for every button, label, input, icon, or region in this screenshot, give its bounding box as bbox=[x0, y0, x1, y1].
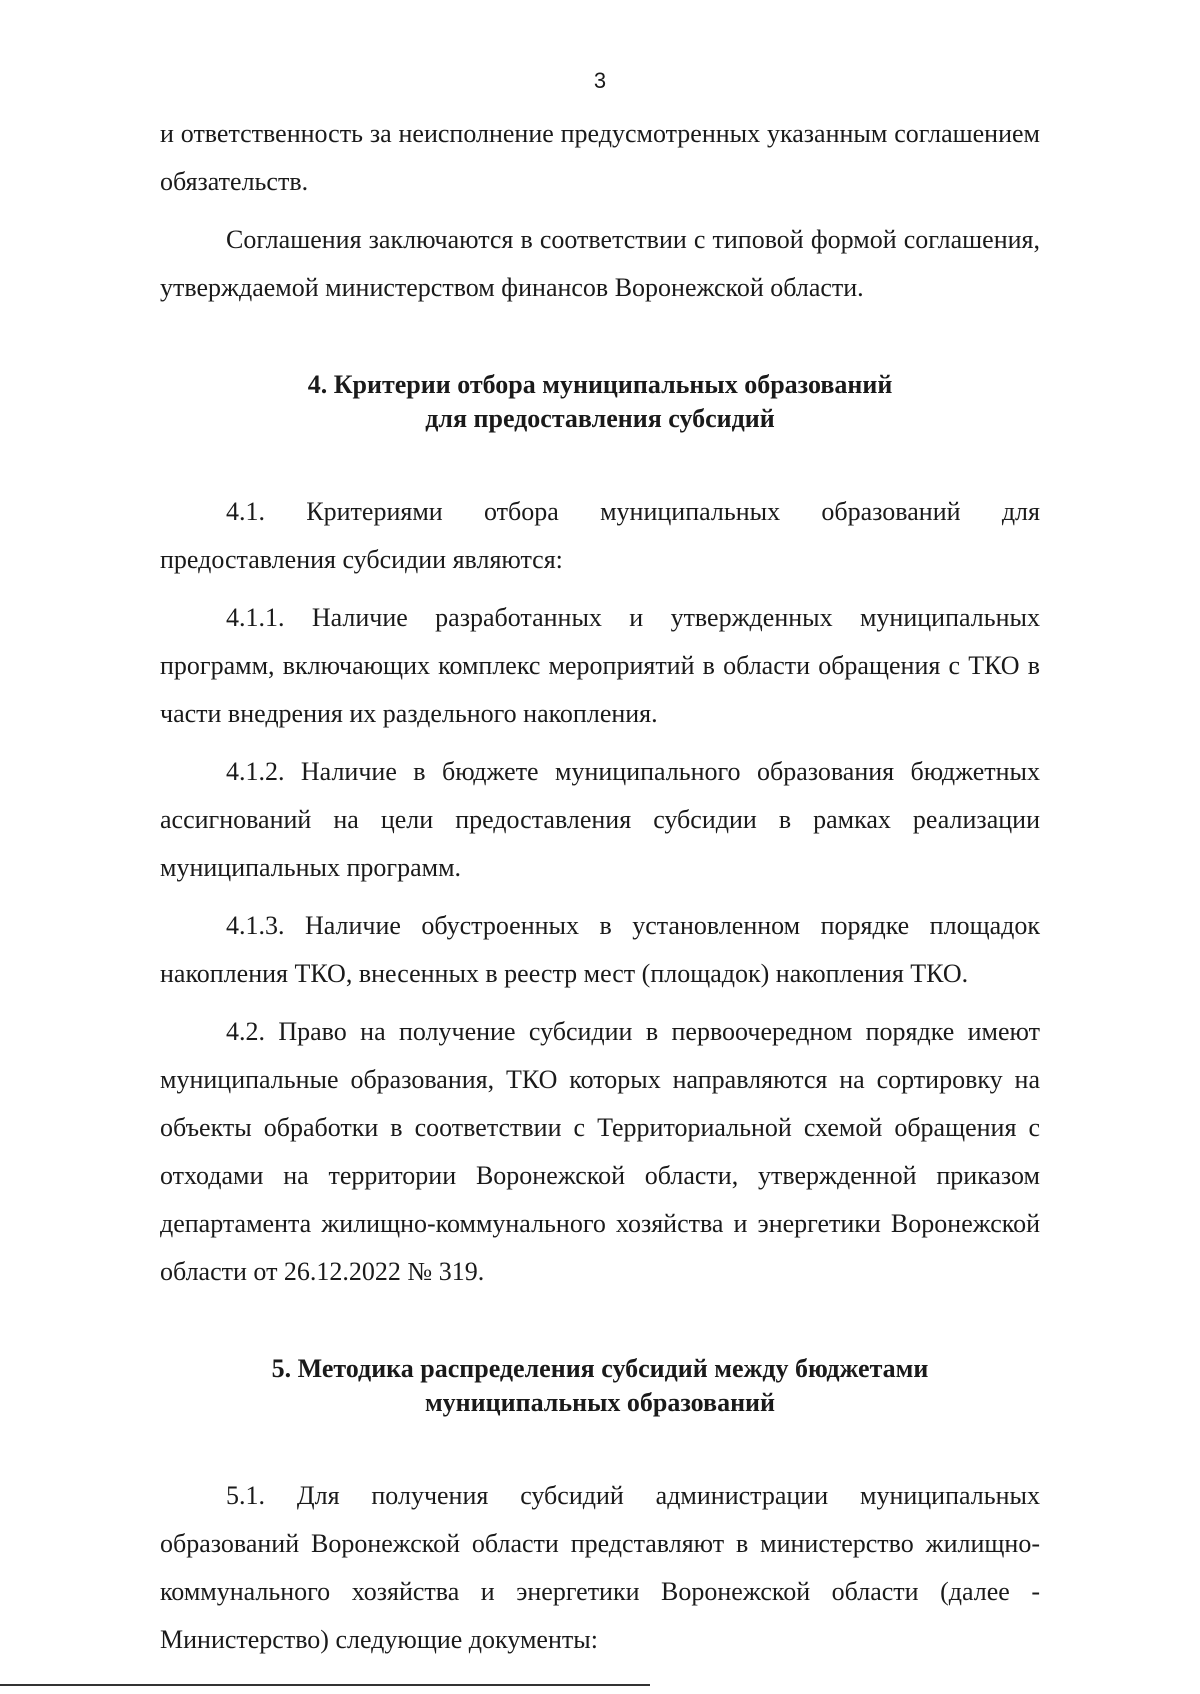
section-4-heading-line-1: 4. Критерии отбора муниципальных образований bbox=[307, 370, 893, 399]
section-5-heading-line-1: 5. Методика распределения субсидий между бюджетами bbox=[271, 1354, 929, 1383]
paragraph-4-1-1: 4.1.1. Наличие разработанных и утвержденных муниципальных программ, включающих комплекс мероприятий в области обращения с ТКО в части внедрения их раздельного накопления. bbox=[160, 603, 1040, 728]
paragraph-4-2: 4.2. Право на получение субсидии в первоочередном порядке имеют муниципальные образования, ТКО которых направляются на сортировку на объекты обработки в соответствии с Территориальной схемой обращения с отходами на территории Воронежской области, утвержденной приказом департамента жилищно-коммунального хозяйства и энергетики Воронежской области от 26.12.2022 № 319. bbox=[160, 1017, 1040, 1286]
paragraph-4-1: 4.1. Критериями отбора муниципальных образований для предоставления субсидии являются: bbox=[160, 497, 1040, 574]
section-4-heading-line-2: для предоставления субсидий bbox=[425, 404, 775, 433]
section-5-heading bbox=[160, 1352, 1040, 1420]
page-number: 3 bbox=[593, 68, 607, 93]
paragraph-continuation: и ответственность за неисполнение предусмотренных указанным соглашением обязательств. bbox=[160, 119, 1040, 196]
paragraph-agreements: Соглашения заключаются в соответствии с типовой формой соглашения, утверждаемой министерством финансов Воронежской области. bbox=[160, 225, 1040, 302]
paragraph-4-1-2: 4.1.2. Наличие в бюджете муниципального образования бюджетных ассигнований на цели предоставления субсидии в рамках реализации муниципальных программ. bbox=[160, 757, 1040, 882]
section-5-heading-line-2: муниципальных образований bbox=[424, 1388, 776, 1417]
section-4-heading bbox=[160, 368, 1040, 436]
paragraph-4-1-3: 4.1.3. Наличие обустроенных в установленном порядке площадок накопления ТКО, внесенных в реестр мест (площадок) накопления ТКО. bbox=[160, 911, 1040, 988]
document-body bbox=[160, 110, 1040, 1674]
paragraph-5-1: 5.1. Для получения субсидий администрации муниципальных образований Воронежской области представляют в министерство жилищно-коммунального хозяйства и энергетики Воронежской области (далее - Министерство) следующие документы: bbox=[160, 1481, 1040, 1654]
footer-rule bbox=[0, 1684, 650, 1686]
